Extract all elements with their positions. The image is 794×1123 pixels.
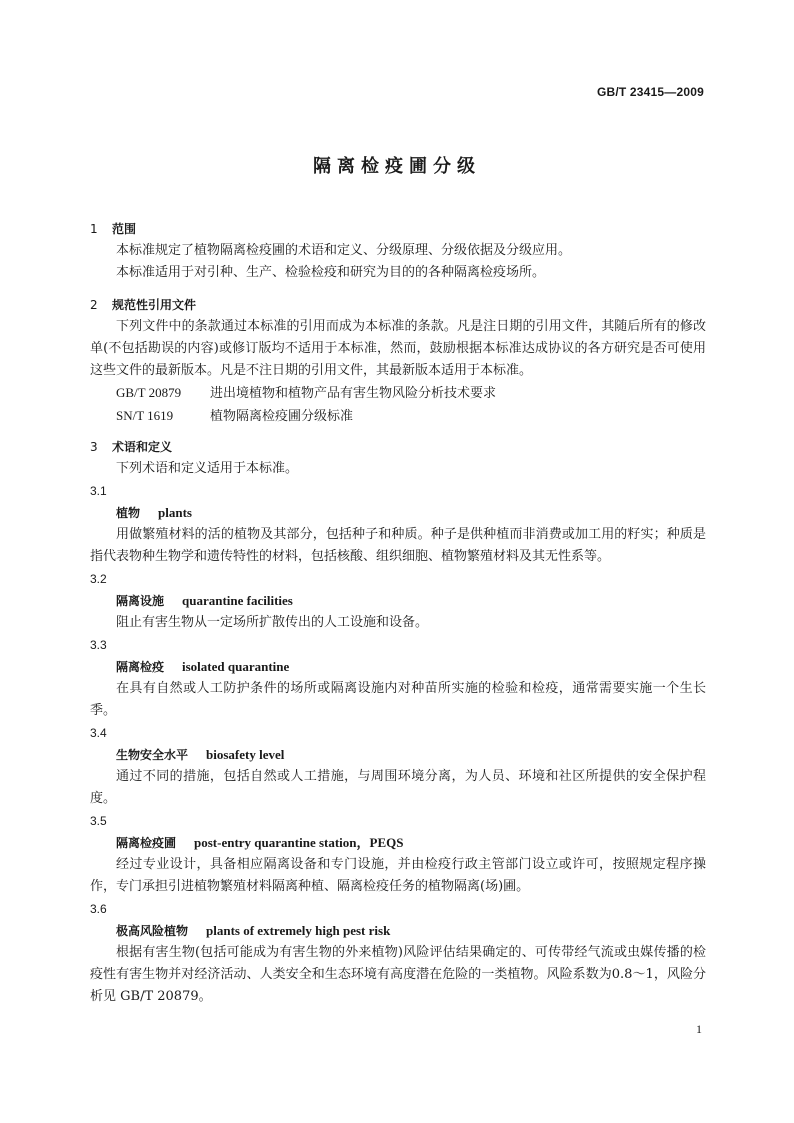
term-zh: 极高风险植物 <box>116 924 189 938</box>
section-title: 术语和定义 <box>112 440 173 454</box>
term-heading <box>90 744 706 766</box>
term-definition: 通过不同的措施，包括自然或人工措施，与周围环境分离，为人员、环境和社区所提供的安全保护程度。 <box>90 769 706 806</box>
term-definition: 用做繁殖材料的活的植物及其部分，包括种子和种质。种子是供种植而非消费或加工用的籽实；种质是指代表物种生物学和遗传特性的材料，包括核酸、组织细胞、植物繁殖材料及其无性系等。 <box>90 527 706 564</box>
term-en: plants of extremely high pest risk <box>206 923 391 938</box>
reference-item <box>90 382 706 405</box>
paragraph: 本标准适用于对引种、生产、检验检疫和研究为目的的各种隔离检疫场所。 <box>116 265 546 280</box>
term-number: 3.4 <box>90 726 107 740</box>
reference-item <box>90 405 706 428</box>
term-number: 3.3 <box>90 638 107 652</box>
document-title: 隔离检疫圃分级 <box>313 156 481 177</box>
reference-code: GB/T 20879 <box>116 385 182 400</box>
term-number: 3.2 <box>90 572 107 586</box>
term-heading <box>90 590 706 612</box>
section-number: 1 <box>90 222 98 236</box>
term-number: 3.1 <box>90 484 107 498</box>
section-2-heading <box>90 294 706 316</box>
term-zh: 隔离设施 <box>116 594 165 608</box>
term-zh: 隔离检疫 <box>116 660 165 674</box>
term-definition: 根据有害生物(包括可能成为有害生物的外来植物)风险评估结果确定的、可传带经气流或虫媒传播的检疫性有害生物并对经济活动、人类安全和生态环境有高度潜在危险的一类植物。风险系数为0.8～1，风险分析见 GB/T 20879。 <box>90 945 706 1004</box>
term-en: post-entry quarantine station，PEQS <box>194 835 404 850</box>
reference-code: SN/T 1619 <box>116 408 174 423</box>
term-en: quarantine facilities <box>182 593 293 608</box>
document-body <box>90 218 706 1008</box>
section-3-heading <box>90 436 706 458</box>
reference-title: 植物隔离检疫圃分级标准 <box>210 409 354 424</box>
term-heading <box>90 502 706 524</box>
section-title: 范围 <box>112 222 137 236</box>
term-zh: 隔离检疫圃 <box>116 836 177 850</box>
page-number: 1 <box>696 1022 702 1036</box>
term-definition: 经过专业设计，具备相应隔离设备和专门设施，并由检疫行政主管部门设立或许可，按照规定程序操作，专门承担引进植物繁殖材料隔离种植、隔离检疫任务的植物隔离(场)圃。 <box>90 857 706 894</box>
term-definition: 在具有自然或人工防护条件的场所或隔离设施内对种苗所实施的检验和检疫，通常需要实施一个生长季。 <box>90 681 706 718</box>
term-number: 3.6 <box>90 902 107 916</box>
paragraph: 本标准规定了植物隔离检疫圃的术语和定义、分级原理、分级依据及分级应用。 <box>116 243 572 258</box>
term-en: isolated quarantine <box>182 659 290 674</box>
section-1-heading <box>90 218 706 240</box>
term-heading <box>90 832 706 854</box>
standard-number: GB/T 23415—2009 <box>596 85 704 99</box>
paragraph: 下列文件中的条款通过本标准的引用而成为本标准的条款。凡是注日期的引用文件，其随后所有的修改单(不包括勘误的内容)或修订版均不适用于本标准，然而，鼓励根据本标准达成协议的各方研究是否可使用这些文件的最新版本。凡是不注日期的引用文件，其最新版本适用于本标准。 <box>90 319 706 378</box>
term-zh: 生物安全水平 <box>116 748 189 762</box>
term-definition: 阻止有害生物从一定场所扩散传出的人工设施和设备。 <box>116 615 429 630</box>
term-heading <box>90 656 706 678</box>
term-heading <box>90 920 706 942</box>
term-en: biosafety level <box>206 747 285 762</box>
reference-title: 进出境植物和植物产品有害生物风险分析技术要求 <box>210 386 497 401</box>
term-zh: 植物 <box>116 506 141 520</box>
term-number: 3.5 <box>90 814 107 828</box>
section-title: 规范性引用文件 <box>112 298 197 312</box>
section-number: 2 <box>90 298 98 312</box>
section-number: 3 <box>90 440 98 454</box>
paragraph: 下列术语和定义适用于本标准。 <box>116 461 299 476</box>
term-en: plants <box>158 505 192 520</box>
